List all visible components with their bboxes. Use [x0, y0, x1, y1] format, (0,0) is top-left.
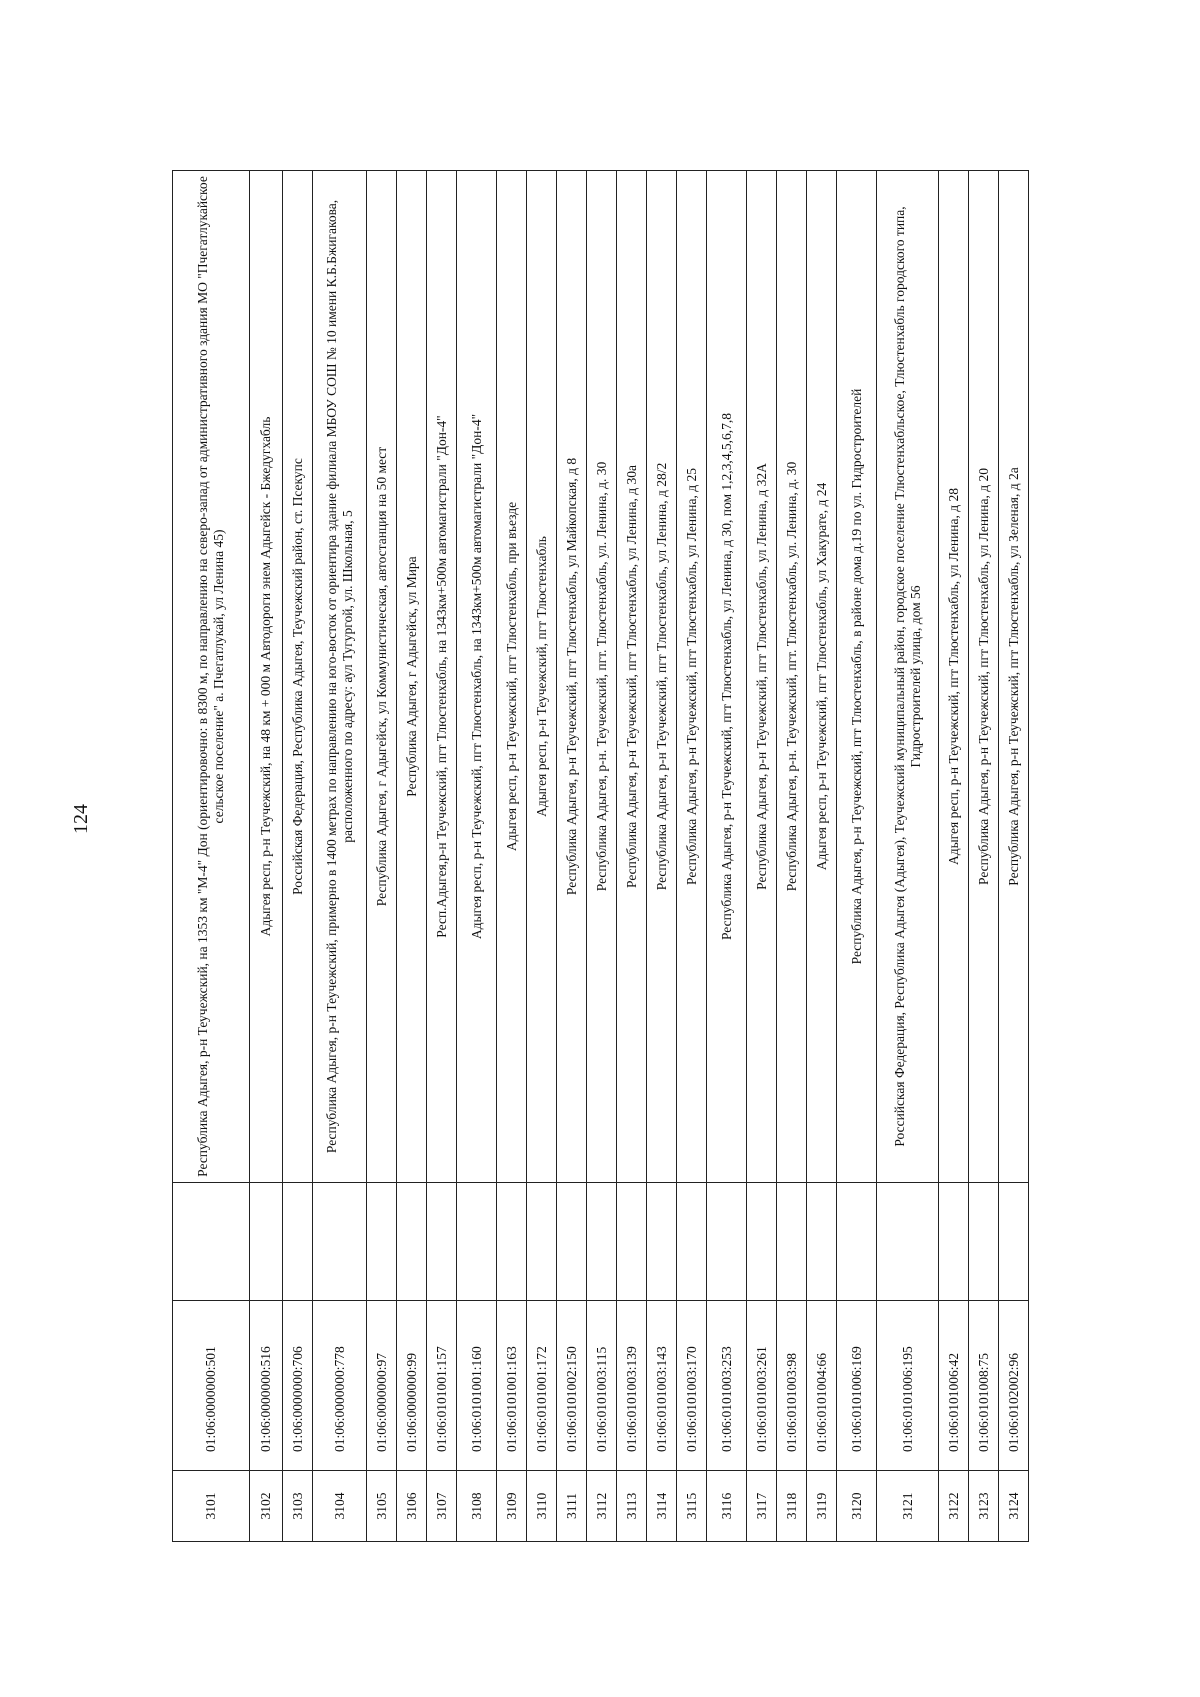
empty-cell [999, 1183, 1029, 1301]
address: Республика Адыгея, р-н Теучежский, пгт Тлюстенхабль, ул Майкопская, д 8 [557, 171, 587, 1183]
table-row [777, 171, 807, 1542]
table-row [677, 171, 707, 1542]
table-row [999, 171, 1029, 1542]
address: Республика Адыгея, р-н Теучежский, пгт Тлюстенхабль, ул Ленина, д 25 [677, 171, 707, 1183]
table-row [427, 171, 457, 1542]
empty-cell [427, 1183, 457, 1301]
row-number: 3120 [837, 1471, 877, 1542]
cadastral-number: 01:06:0101001:160 [457, 1301, 497, 1471]
table-row [939, 171, 969, 1542]
cadastral-number: 01:06:0101003:261 [747, 1301, 777, 1471]
table-row [173, 171, 250, 1542]
empty-cell [877, 1183, 939, 1301]
address: Адыгея респ, р-н Теучежский, пгт Тлюстенхабль, при въезде [497, 171, 527, 1183]
address: Адыгея респ, р-н Теучежский, на 48 км + 000 м Автодороги энем Адыгейск - Бжедугхабль [250, 171, 283, 1183]
row-number: 3123 [969, 1471, 999, 1542]
table-row [250, 171, 283, 1542]
row-number: 3102 [250, 1471, 283, 1542]
empty-cell [807, 1183, 837, 1301]
table-row [617, 171, 647, 1542]
empty-cell [367, 1183, 397, 1301]
table-row [557, 171, 587, 1542]
cadastral-number: 01:06:0102002:96 [999, 1301, 1029, 1471]
address: Республика Адыгея, г Адыгейск, ул Мира [397, 171, 427, 1183]
row-number: 3110 [527, 1471, 557, 1542]
address: Респ.Адыгея,р-н Теучежский, пгт Тлюстенхабль, на 1343км+500м автомагистрали "Дон-4" [427, 171, 457, 1183]
cadastral-number: 01:06:0101003:170 [677, 1301, 707, 1471]
empty-cell [969, 1183, 999, 1301]
address: Республика Адыгея, р-н Теучежский, пгт Тлюстенхабль, в районе дома д.19 по ул. Гидростроителей [837, 171, 877, 1183]
row-number: 3118 [777, 1471, 807, 1542]
empty-cell [939, 1183, 969, 1301]
row-number: 3107 [427, 1471, 457, 1542]
cadastral-number: 01:06:0101008:75 [969, 1301, 999, 1471]
cadastral-number: 01:06:0000000:97 [367, 1301, 397, 1471]
cadastral-number: 01:06:0101002:150 [557, 1301, 587, 1471]
registry-table [172, 170, 1029, 1542]
table-row [397, 171, 427, 1542]
row-number: 3119 [807, 1471, 837, 1542]
table-row [527, 171, 557, 1542]
empty-cell [457, 1183, 497, 1301]
table-row [707, 171, 747, 1542]
address: Российская Федерация, Республика Адыгея, Теучежский район, ст. Псекупс [283, 171, 313, 1183]
page-number: 124 [70, 804, 92, 834]
row-number: 3109 [497, 1471, 527, 1542]
empty-cell [173, 1183, 250, 1301]
cadastral-number: 01:06:0101006:195 [877, 1301, 939, 1471]
row-number: 3121 [877, 1471, 939, 1542]
cadastral-number: 01:06:0101001:163 [497, 1301, 527, 1471]
empty-cell [557, 1183, 587, 1301]
table-row [647, 171, 677, 1542]
address: Республика Адыгея, р-н Теучежский, пгт Тлюстенхабль, ул Ленина, д 20 [969, 171, 999, 1183]
row-number: 3124 [999, 1471, 1029, 1542]
empty-cell [707, 1183, 747, 1301]
row-number: 3103 [283, 1471, 313, 1542]
address: Республика Адыгея, р-н. Теучежский, пгт. Тлюстенхабль, ул. Ленина, д. 30 [777, 171, 807, 1183]
cadastral-number: 01:06:0101003:143 [647, 1301, 677, 1471]
empty-cell [677, 1183, 707, 1301]
cadastral-number: 01:06:0101003:253 [707, 1301, 747, 1471]
address: Республика Адыгея, р-н Теучежский, примерно в 1400 метрах по направлению на юго-восток от ориентира здание филиала МБОУ СОШ № 10 имени К.Б.Бжигакова, расположенного по адресу: аул Тугургой, ул. Школьная, 5 [313, 171, 367, 1183]
row-number: 3101 [173, 1471, 250, 1542]
address: Республика Адыгея, р-н Теучежский, пгт Тлюстенхабль, ул Ленина, д 28/2 [647, 171, 677, 1183]
address: Адыгея респ, р-н Теучежский, пгт Тлюстенхабль, на 1343км+500м автомагистрали "Дон-4" [457, 171, 497, 1183]
cadastral-number: 01:06:0101003:139 [617, 1301, 647, 1471]
row-number: 3113 [617, 1471, 647, 1542]
empty-cell [617, 1183, 647, 1301]
address: Республика Адыгея, р-н Теучежский, пгт Тлюстенхабль, ул Зеленая, д 2а [999, 171, 1029, 1183]
cadastral-number: 01:06:0000000:501 [173, 1301, 250, 1471]
empty-cell [837, 1183, 877, 1301]
empty-cell [313, 1183, 367, 1301]
empty-cell [777, 1183, 807, 1301]
cadastral-number: 01:06:0101006:42 [939, 1301, 969, 1471]
cadastral-number: 01:06:0000000:706 [283, 1301, 313, 1471]
row-number: 3104 [313, 1471, 367, 1542]
address: Российская Федерация, Республика Адыгея (Адыгея), Теучежский муниципальный район, городское поселение Тлюстенхабльское, Тлюстенхабль городского типа, Гидростроителей улица, дом 56 [877, 171, 939, 1183]
table-row [367, 171, 397, 1542]
cadastral-number: 01:06:0000000:99 [397, 1301, 427, 1471]
address: Республика Адыгея, р-н Теучежский, пгт Тлюстенхабль, ул Ленина, д 30, пом 1,2,3,4,5,6,7,8 [707, 171, 747, 1183]
address: Республика Адыгея, р-н Теучежский, пгт Тлюстенхабль, ул Ленина, д 32А [747, 171, 777, 1183]
row-number: 3111 [557, 1471, 587, 1542]
empty-cell [527, 1183, 557, 1301]
table-row [837, 171, 877, 1542]
empty-cell [250, 1183, 283, 1301]
table-body [173, 171, 1029, 1542]
row-number: 3105 [367, 1471, 397, 1542]
address: Республика Адыгея, р-н. Теучежский, пгт. Тлюстенхабль, ул. Ленина, д. 30 [587, 171, 617, 1183]
empty-cell [587, 1183, 617, 1301]
empty-cell [497, 1183, 527, 1301]
empty-cell [283, 1183, 313, 1301]
empty-cell [747, 1183, 777, 1301]
row-number: 3106 [397, 1471, 427, 1542]
address: Адыгея респ, р-н Теучежский, пгт Тлюстенхабль, ул Хакурате, д 24 [807, 171, 837, 1183]
table-row [587, 171, 617, 1542]
table-row [877, 171, 939, 1542]
row-number: 3117 [747, 1471, 777, 1542]
row-number: 3115 [677, 1471, 707, 1542]
address: Республика Адыгея, р-н Теучежский, пгт Тлюстенхабль, ул Ленина, д 30а [617, 171, 647, 1183]
row-number: 3112 [587, 1471, 617, 1542]
address: Республика Адыгея, г Адыгейск, ул Коммунистическая, автостанция на 50 мест [367, 171, 397, 1183]
address: Республика Адыгея, р-н Теучежский, на 1353 км "М-4" Дон (ориентировочно: в 8300 м, по направлению на северо-запад от административного здания МО "Пчегатлукайское сельское поселение" а. Пчегатлукай, ул Ленина 45) [173, 171, 250, 1183]
table-row [283, 171, 313, 1542]
cadastral-number: 01:06:0101001:172 [527, 1301, 557, 1471]
row-number: 3108 [457, 1471, 497, 1542]
cadastral-number: 01:06:0101006:169 [837, 1301, 877, 1471]
address: Адыгея респ, р-н Теучежский, пгт Тлюстенхабль, ул Ленина, д 28 [939, 171, 969, 1183]
table-row [969, 171, 999, 1542]
empty-cell [647, 1183, 677, 1301]
cadastral-number: 01:06:0101001:157 [427, 1301, 457, 1471]
table-row [807, 171, 837, 1542]
table-row [497, 171, 527, 1542]
row-number: 3122 [939, 1471, 969, 1542]
row-number: 3116 [707, 1471, 747, 1542]
row-number: 3114 [647, 1471, 677, 1542]
empty-cell [397, 1183, 427, 1301]
cadastral-number: 01:06:0101003:115 [587, 1301, 617, 1471]
cadastral-number: 01:06:0000000:516 [250, 1301, 283, 1471]
table-row [747, 171, 777, 1542]
table-row [313, 171, 367, 1542]
cadastral-number: 01:06:0101004:66 [807, 1301, 837, 1471]
address: Адыгея респ, р-н Теучежский, пгт Тлюстенхабль [527, 171, 557, 1183]
cadastral-number: 01:06:0000000:778 [313, 1301, 367, 1471]
table-row [457, 171, 497, 1542]
cadastral-number: 01:06:0101003:98 [777, 1301, 807, 1471]
